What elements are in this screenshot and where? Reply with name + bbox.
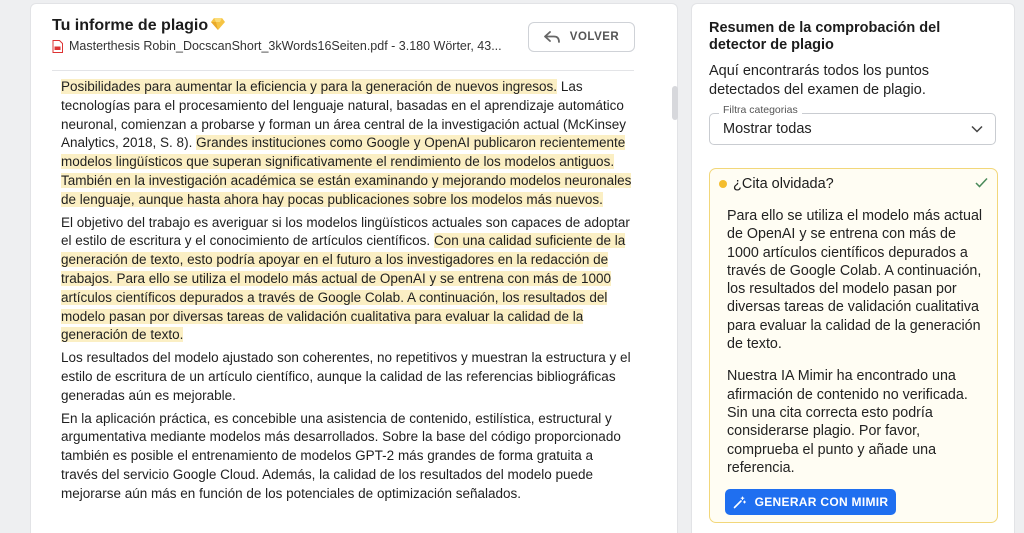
finding-heading-text: ¿Cita olvidada? <box>733 176 834 192</box>
report-title-text: Tu informe de plagio <box>52 17 209 34</box>
magic-wand-icon <box>733 496 746 509</box>
category-filter-select[interactable] <box>709 113 996 145</box>
document-paragraph <box>61 349 633 405</box>
document-paragraph <box>61 214 633 346</box>
sidebar-title: Resumen de la comprobación del detector de plagio <box>709 20 941 53</box>
document-paragraph <box>61 78 633 210</box>
text-segment: Los resultados del modelo ajustado son coherentes, no repetitivos y muestran la estructura y el estilo de escritura de un artículo científico, aunque la calidad de las referencias bibliográficas generadas aún es mejorable. <box>61 350 631 403</box>
report-title <box>52 17 225 35</box>
highlighted-passage[interactable]: Con una calidad suficiente de la generación de texto, esto podría apoyar en el futuro a los investigadores en la redacción de trabajos. Para ello se utiliza el modelo más actual de OpenAI y se entrena con más de 1000 artículos científicos depurados a través de Google Colab. A continuación, los resultados del modelo pasan por diversas tareas de validación cualitativa para evaluar la calidad de la generación de texto. <box>61 233 626 343</box>
checkmark-icon[interactable] <box>975 177 988 188</box>
generate-button-label: GENERAR CON MIMIR <box>754 495 889 509</box>
back-button[interactable] <box>528 22 635 52</box>
back-button-label: VOLVER <box>569 31 620 43</box>
sidebar-subtitle: Aquí encontrarás todos los puntos detectados del examen de plagio. <box>709 63 930 98</box>
chevron-down-icon <box>971 125 983 133</box>
file-info <box>52 39 502 53</box>
highlighted-passage[interactable]: Posibilidades para aumentar la eficiencia y para la generación de nuevos ingresos. <box>61 79 558 94</box>
generate-with-mimir-button[interactable] <box>725 489 896 515</box>
scrollbar[interactable] <box>672 84 678 524</box>
status-dot <box>719 180 727 188</box>
finding-quote: Para ello se utiliza el modelo más actual de OpenAI y se entrena con más de 1000 artículos científicos depurados a través de Google Colab. A continuación, los resultados del modelo pasan por diversas tareas de validación cualitativa para evaluar la calidad de la generación de texto. <box>727 208 983 353</box>
header-divider <box>52 70 634 71</box>
document-panel <box>30 3 678 533</box>
filter-label: Filtra categorias <box>719 104 802 116</box>
text-segment: Las tecnologías para el procesamiento del lenguaje natural, basadas en el aprendizaje automático neuronal, comienzan a probarse y forman un área central de la investigación actual (McKinsey Analytics, 2018, S. 8). <box>61 79 627 151</box>
scrollbar-thumb[interactable] <box>672 86 678 120</box>
document-paragraph <box>61 410 633 504</box>
finding-card[interactable] <box>709 168 998 523</box>
text-segment: En la aplicación práctica, es concebible una asistencia de contenido, estilística, estructural y argumentativa mediante modelos más desarrollados. Sobre la base del código proporcionado también es posible el entrenamiento de modelos GPT-2 más grandes de forma gratuita a través del servicio Google Cloud. Además, la calidad de los resultados del modelo puede mejorarse aún más en función de los potenciales de optimización señalados. <box>61 410 621 501</box>
finding-heading <box>719 176 834 192</box>
document-text <box>61 78 633 508</box>
pdf-file-icon <box>52 40 63 53</box>
highlighted-passage[interactable]: Grandes instituciones como Google y OpenAI publicaron recientemente modelos lingüísticos que superan significativamente el rendimiento de los modelos antiguos. También en la investigación académica se están examinando y mejorando modelos neuronales de lenguaje, aunque hasta ahora hay pocas publicaciones sobre los modelos más nuevos. <box>61 135 632 207</box>
finding-body <box>727 207 989 491</box>
gem-icon <box>211 18 225 30</box>
finding-message: Nuestra IA Mimir ha encontrado una afirmación de contenido no verificada. Sin una cita correcta esto podría considerarse plagio. Por favor, comprueba el punto y añade una referencia. <box>727 368 968 476</box>
back-arrow-icon <box>544 31 560 43</box>
filter-selected-value: Mostrar todas <box>723 121 812 137</box>
file-name: Masterthesis Robin_DocscanShort_3kWords16Seiten.pdf - 3.180 Wörter, 43... <box>69 39 502 53</box>
text-segment: El objetivo del trabajo es averiguar si los modelos lingüísticos actuales son capaces de adoptar el estilo de escritura y el conocimiento de artículos científicos. <box>61 214 630 249</box>
summary-sidebar <box>691 3 1015 533</box>
